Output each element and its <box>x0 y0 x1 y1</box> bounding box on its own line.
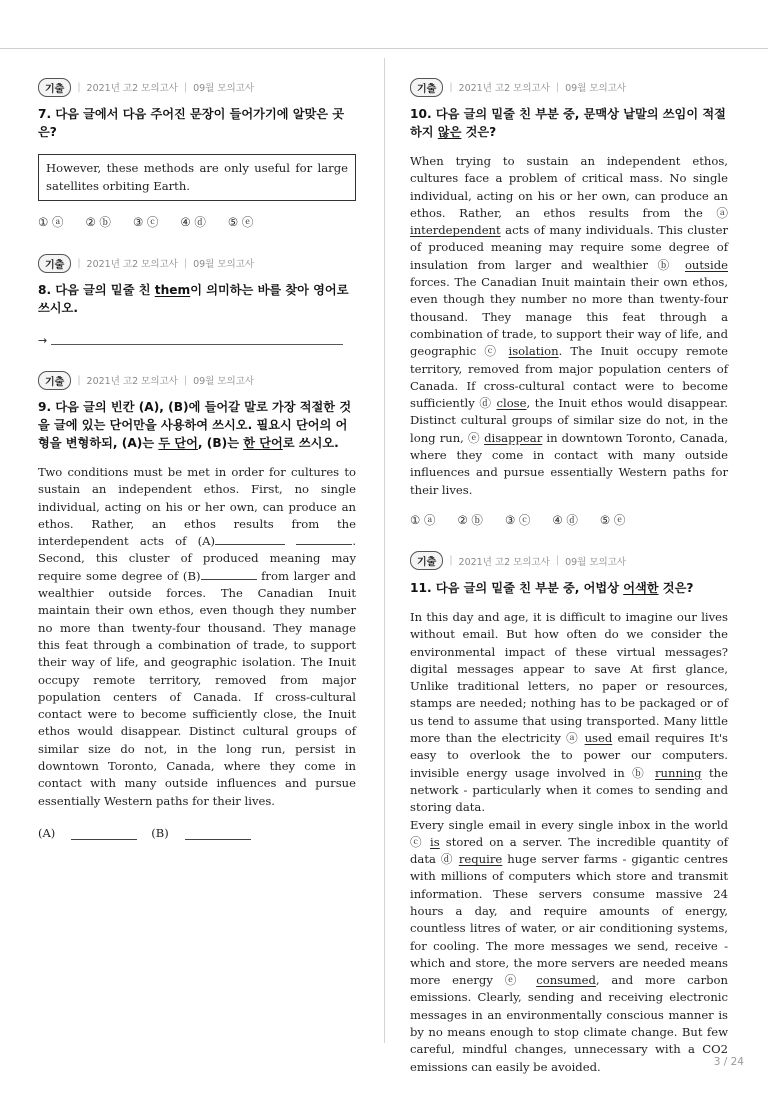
label-b: (B) <box>151 825 169 840</box>
label-a: (A) <box>38 825 56 840</box>
answer-blank[interactable] <box>51 336 343 345</box>
exam-month: 09월 모의고사 <box>565 83 627 94</box>
past-exam-badge: 기출 <box>410 78 443 97</box>
answer-fields <box>38 826 356 840</box>
answer-b-field[interactable] <box>185 829 251 840</box>
passage: Two conditions must be met in order for cultures to sustain an independent ethos. First, no single individual, acting on his or her own, can produce an ethos. Rather, an ethos results from the interdependent acts of (A) . Second, this cluster of produced meaning may require some degree of (B) from larger and wealthier outside forces. The Canadian Inuit maintain their own ethos, even though they number no more than twenty-four thousand. They manage this feat through a combination of trade, to support their way of life, and geographic isolation. The Inuit occupy remote territory, removed from major population centers of Canada. If cross-cultural contact were to become sufficiently close, the Inuit ethos would disappear. Distinct cultural groups of similar size do not, in the long run, persist in downtown Toronto, Canada, where they come in contact with many outside influences and pursue essentially Western paths for their lives. <box>38 465 356 808</box>
question-11 <box>410 552 728 1076</box>
blank-a <box>215 534 285 545</box>
question-9 <box>38 371 356 840</box>
question-meta: 기출 | 2021년 고2 모의고사 | 09월 모의고사 <box>38 78 356 96</box>
exam-month: 09월 모의고사 <box>193 83 255 94</box>
blank-b <box>201 569 257 580</box>
exam-month: 09월 모의고사 <box>193 376 255 387</box>
left-column <box>38 78 356 864</box>
blank-a-cont <box>296 534 352 545</box>
exam-year: 2021년 고2 모의고사 <box>86 376 178 387</box>
past-exam-badge: 기출 <box>38 78 71 97</box>
passage: When trying to sustain an independent ethos, cultures face a problem of critical mass. No single individual, acting on his or her own, can produce an ethos. Rather, an ethos results from the ⓐ interdependent acts of many individuals. This cluster of produced meaning may require some degree of insulation from larger and wealthier ⓑ outside forces. The Canadian Inuit maintain their own ethos, even though they number no more than twenty-four thousand. They manage this feat through a combination of trade, to support their way of life, and geographic ⓒ isolation. The Inuit occupy remote territory, removed from major population centers of Canada. If cross-cultural contact were to become sufficiently ⓓ close, the Inuit ethos would disappear. Distinct cultural groups of similar size do not, in the long run, ⓔ disappear in downtown Toronto, Canada, where they come in contact with many outside influences and pursue essentially Western paths for their lives. <box>410 154 728 497</box>
exam-year: 2021년 고2 모의고사 <box>86 83 178 94</box>
choice-3[interactable]: ③ ⓒ <box>132 215 159 229</box>
answer-choices <box>38 214 356 230</box>
exam-year: 2021년 고2 모의고사 <box>458 83 550 94</box>
question-title: 7. 다음 글에서 다음 주어진 문장이 들어가기에 알맞은 곳은? <box>38 107 345 139</box>
passage: In this day and age, it is difficult to imagine our lives without email. But how often do we consider the environmental impact of these virtual messages? digital messages appear to save At first glance, Unlike traditional letters, no paper or resources, stamps are needed; nothing has to be packaged or of us tend to assume that using transported. Many little more than the electricity ⓐ used email requires It's easy to overlook the to power our computers. invisible energy usage involved in ⓑ running the network - particularly when it comes to sending and storing data. Every single email in every single inbox in the world ⓒ is stored on a server. The incredible quantity of data ⓓ require huge server farms - gigantic centres with millions of computers which store and transmit information. These servers consume massive 24 hours a day, and require amounts of energy, countless litres of water, or air conditioning systems, for cooling. The more messages we send, receive - which and store, the more servers are needed means more energy ⓔ consumed, and more carbon emissions. Clearly, sending and receiving electronic messages in an environmentally conscious manner is by no means enough to stop climate change. But few careful, mindful changes, unnecessary with a CO2 emissions can easily be avoided. <box>410 609 729 1074</box>
answer-a-field[interactable] <box>71 829 137 840</box>
exam-year: 2021년 고2 모의고사 <box>458 556 550 568</box>
answer-line[interactable] <box>38 334 356 347</box>
question-title: 10. 다음 글의 밑줄 친 부분 중, 문맥상 낱말의 쓰임이 적절하지 않은 것은? <box>410 107 726 139</box>
choice-1[interactable]: ① ⓐ <box>38 215 64 229</box>
past-exam-badge: 기출 <box>38 254 71 273</box>
question-title: 8. 다음 글의 밑줄 친 them이 의미하는 바를 찾아 영어로 쓰시오. <box>38 283 349 315</box>
choice-1[interactable]: ① ⓐ <box>410 512 436 527</box>
choice-2[interactable]: ② ⓑ <box>85 215 111 229</box>
exam-year: 2021년 고2 모의고사 <box>86 259 178 270</box>
choice-4[interactable]: ④ ⓓ <box>180 215 206 229</box>
question-meta: 기출 | 2021년 고2 모의고사 | 09월 모의고사 <box>410 552 728 570</box>
header-divider <box>0 48 768 49</box>
choice-4[interactable]: ④ ⓓ <box>552 512 578 527</box>
past-exam-badge: 기출 <box>38 371 71 390</box>
question-7 <box>38 78 356 230</box>
column-divider <box>384 58 385 1043</box>
choice-5[interactable]: ⑤ ⓔ <box>599 512 626 527</box>
exam-month: 09월 모의고사 <box>565 556 627 568</box>
question-title: 9. 다음 글의 빈칸 (A), (B)에 들어갈 말로 가장 적절한 것을 글에 있는 단어만을 사용하여 쓰시오. 필요시 단어의 어형을 변형하되, (A)는 두 단어, (B)는 한 단어로 쓰시오. <box>38 400 352 450</box>
given-sentence-box: However, these methods are only useful for large satellites orbiting Earth. <box>38 154 356 201</box>
question-meta: 기출 | 2021년 고2 모의고사 | 09월 모의고사 <box>38 254 356 272</box>
question-title: 11. 다음 글의 밑줄 친 부분 중, 어법상 어색한 것은? <box>410 580 694 595</box>
question-8 <box>38 254 356 347</box>
question-10 <box>410 78 728 528</box>
answer-choices <box>410 512 728 528</box>
choice-5[interactable]: ⑤ ⓔ <box>227 215 254 229</box>
page-number: 3 / 24 <box>713 1056 744 1068</box>
right-column <box>410 78 728 1100</box>
past-exam-badge: 기출 <box>410 551 443 570</box>
choice-2[interactable]: ② ⓑ <box>457 512 483 527</box>
question-meta: 기출 | 2021년 고2 모의고사 | 09월 모의고사 <box>410 78 728 96</box>
exam-month: 09월 모의고사 <box>193 259 255 270</box>
choice-3[interactable]: ③ ⓒ <box>504 512 531 527</box>
arrow-icon: → <box>38 334 48 347</box>
question-meta: 기출 | 2021년 고2 모의고사 | 09월 모의고사 <box>38 371 356 389</box>
